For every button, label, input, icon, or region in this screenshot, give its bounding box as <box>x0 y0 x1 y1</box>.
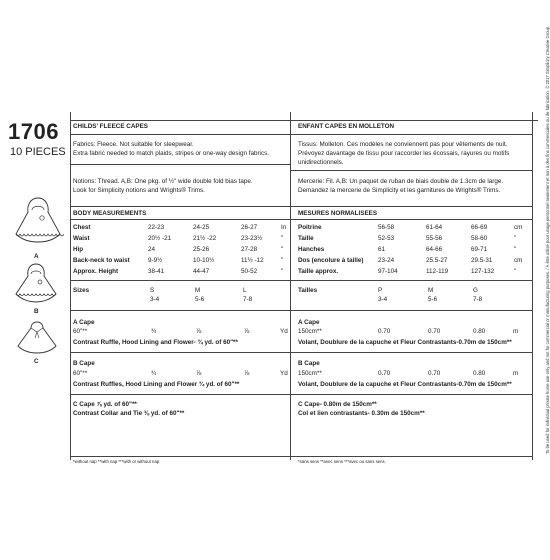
fr-rule-9 <box>290 456 532 457</box>
en-body-row-unit: " <box>281 246 284 253</box>
fr-b-yardage-1: 0.70 <box>378 370 391 377</box>
fr-a-fabric-width: 150cm** <box>298 328 322 335</box>
en-size-number-2: 5-6 <box>195 296 205 303</box>
pattern-number: 1706 <box>8 119 59 144</box>
en-body-row-value: 24 <box>148 246 156 253</box>
en-body-row-value: 26-27 <box>241 224 258 231</box>
en-body-row-value: 24-25 <box>193 224 210 231</box>
fr-rule-4 <box>290 219 532 220</box>
en-a-yardage-3: ⅞ <box>244 328 250 335</box>
en-body-row-value: 23-23½ <box>241 235 263 242</box>
fr-body-row-value: 25.5-27 <box>426 257 448 264</box>
en-rule-1 <box>70 134 290 135</box>
en-a-cape-heading: A Cape <box>73 319 95 326</box>
fr-size-number-3: 7-8 <box>473 296 483 303</box>
en-body-row-label: Approx. Height <box>73 268 119 275</box>
en-size-number-1: 3-4 <box>150 296 160 303</box>
fr-body-row-value: 64-66 <box>426 246 443 253</box>
en-body-row-unit: " <box>281 268 284 275</box>
right-divider <box>532 112 533 460</box>
fr-a-yardage-1: 0.70 <box>378 328 391 335</box>
en-body-row-unit: " <box>281 257 284 264</box>
fr-size-number-1: 3-4 <box>378 296 388 303</box>
fr-body-row-value: 58-60 <box>471 235 488 242</box>
en-b-unit: Yd <box>280 370 288 377</box>
en-notions-line-2: Look for Simplicity notions and Wrights® Trims. <box>73 187 205 194</box>
en-fabrics-line-1: Fabrics: Fleece. Not suitable for sleepwear. <box>73 141 194 148</box>
fr-body-row-label: Poitrine <box>298 224 322 231</box>
fr-body-row-unit: cm <box>514 224 523 231</box>
en-b-fabric-width: 60"** <box>73 370 88 377</box>
en-body-row-value: 21½ -22 <box>193 235 217 242</box>
view-b-drawing <box>10 262 62 310</box>
fr-c-cape: C Cape- 0.80m de 150cm** <box>298 401 377 408</box>
en-notions-line-1: Notions: Thread. A,B: One pkg. of ½" wide double fold bias tape. <box>73 178 253 185</box>
fr-body-row-value: 55-56 <box>426 235 443 242</box>
en-body-row-value: 9-9½ <box>148 257 163 264</box>
en-c-contrast: Contrast Collar and Tie ⅜ yd. of 60"** <box>73 410 185 417</box>
en-body-row-unit: " <box>281 235 284 242</box>
en-rule-8 <box>70 394 290 395</box>
side-note <box>538 26 550 454</box>
fr-size-letter-2: M <box>428 287 434 294</box>
fr-body-row-value: 23-24 <box>378 257 395 264</box>
fr-fabrics-line-2: Prévoyez davantage de tissu pour raccorder les écossais, rayures ou motifs <box>298 150 510 157</box>
fr-b-unit: m <box>513 370 519 377</box>
en-body-row-label: Hip <box>73 246 84 253</box>
fr-size-letter-1: P <box>378 287 383 294</box>
en-rule-4 <box>70 219 290 220</box>
view-c-drawing <box>12 318 62 358</box>
en-size-number-3: 7-8 <box>243 296 253 303</box>
fr-a-yardage-2: 0.70 <box>428 328 441 335</box>
en-a-fabric-width: 60"** <box>73 328 88 335</box>
fr-rule-5 <box>290 280 532 281</box>
fr-b-fabric-width: 150cm** <box>298 370 322 377</box>
en-b-yardage-2: ⅞ <box>196 370 202 377</box>
fr-a-cape-heading: A Cape <box>298 319 320 326</box>
fr-body-row-label: Taille approx. <box>298 268 339 275</box>
side-note-text: To be used for individual private home use only and not for commercial or manufacturing purposes. / À être utilisé pour usage personnel seulement et non à des fins commerciales ou de fabrication. © 2017 Simplicity Creative Group <box>545 26 550 454</box>
en-sizes-label: Sizes <box>73 287 90 294</box>
en-body-row-label: Chest <box>73 224 91 231</box>
en-title: CHILDS' FLEECE CAPES <box>73 123 148 130</box>
en-a-unit: Yd <box>280 328 288 335</box>
en-b-cape-heading: B Cape <box>73 360 95 367</box>
fr-title: ENFANT CAPES EN MOLLETON <box>298 123 395 130</box>
en-body-row-label: Back-neck to waist <box>73 257 130 264</box>
fr-rule-8 <box>290 394 532 395</box>
fr-body-row-unit: " <box>514 268 517 275</box>
pattern-pieces: 10 PIECES <box>10 146 66 158</box>
en-fabrics-line-2: Extra fabric needed to match plaids, stripes or one-way design fabrics. <box>73 150 269 157</box>
fr-rule-7 <box>290 352 532 353</box>
fr-body-row-value: 29.5-31 <box>471 257 493 264</box>
en-rule-7 <box>70 352 290 353</box>
en-a-yardage-1: ¾ <box>151 328 157 335</box>
en-rule-2 <box>70 164 290 165</box>
en-body-row-value: 22-23 <box>148 224 165 231</box>
top-rule <box>70 120 538 121</box>
fr-body-row-value: 56-58 <box>378 224 395 231</box>
en-body-row-value: 50-52 <box>241 268 258 275</box>
fr-a-contrast: Volant, Doublure de la capuche et Fleur Contrastants-0.70m de 150cm** <box>298 339 512 346</box>
en-rule-6 <box>70 310 290 311</box>
en-b-yardage-3: ⅞ <box>244 370 250 377</box>
fr-body-row-value: 52-53 <box>378 235 395 242</box>
en-b-yardage-1: ¾ <box>151 370 157 377</box>
fr-c-contrast: Col et lien contrastants- 0.30m de 150cm** <box>298 410 425 417</box>
view-b-label: B <box>34 308 39 315</box>
en-body-row-value: 27-28 <box>241 246 258 253</box>
fr-b-yardage-2: 0.70 <box>428 370 441 377</box>
fr-body-row-value: 66-69 <box>471 224 488 231</box>
en-body-title: BODY MEASUREMENTS <box>73 210 147 217</box>
en-footnote: *without nap **with nap ***with or without nap <box>73 459 160 464</box>
fr-body-row-label: Hanches <box>298 246 325 253</box>
en-body-row-value: 10-10½ <box>193 257 215 264</box>
en-body-row-value: 25-26 <box>193 246 210 253</box>
fr-b-contrast: Volant, Doublure de la capuche et Fleur Contrastants-0.70m de 150cm** <box>298 381 512 388</box>
en-c-cape: C Cape ⅞ yd. of 60"** <box>73 401 137 408</box>
fr-body-row-value: 69-71 <box>471 246 488 253</box>
center-divider <box>290 112 291 460</box>
fr-body-row-label: Dos (encolure à taille) <box>298 257 364 264</box>
en-body-row-value: 38-41 <box>148 268 165 275</box>
fr-body-row-unit: " <box>514 235 517 242</box>
fr-notions-line-2: Demandez la mercerie de Simplicity et les garnitures de Wrights® Trims. <box>298 187 501 194</box>
fr-fabrics-line-1: Tissus: Molleton. Ces modèles ne conviennent pas pour vêtements de nuit. <box>298 141 508 148</box>
fr-rule-2 <box>290 170 532 171</box>
en-b-contrast: Contrast Ruffles, Hood Lining and Flower ¾ yd. of 60"** <box>73 381 240 388</box>
fr-rule-3 <box>290 206 532 207</box>
fr-body-row-unit: " <box>514 246 517 253</box>
fr-sizes-label: Tailles <box>298 287 318 294</box>
en-size-letter-1: S <box>150 287 155 294</box>
fr-fabrics-line-3: unidirectionnels. <box>298 159 344 166</box>
fr-body-row-value: 61 <box>378 246 386 253</box>
en-size-letter-3: L <box>243 287 247 294</box>
fr-b-yardage-3: 0.80 <box>473 370 486 377</box>
view-c-label: C <box>34 358 39 365</box>
fr-body-row-unit: cm <box>514 257 523 264</box>
en-a-contrast: Contrast Ruffle, Hood Lining and Flower- ¾ yd. of 60"** <box>73 339 238 346</box>
en-rule-3 <box>70 206 290 207</box>
en-body-row-value: 44-47 <box>193 268 210 275</box>
view-a-label: A <box>34 253 39 260</box>
fr-rule-6 <box>290 310 532 311</box>
en-rule-9 <box>70 456 290 457</box>
fr-rule-1 <box>290 134 532 135</box>
fr-b-cape-heading: B Cape <box>298 360 320 367</box>
en-body-row-label: Waist <box>73 235 90 242</box>
en-size-letter-2: M <box>195 287 201 294</box>
fr-size-number-2: 5-6 <box>428 296 438 303</box>
fr-body-row-value: 127-132 <box>471 268 495 275</box>
fr-a-unit: m <box>513 328 519 335</box>
fr-notions-line-1: Mercerie: Fil. A,B: Un paquet de ruban de biais double de 1.3cm de large. <box>298 178 504 185</box>
view-a-drawing <box>12 196 64 254</box>
fr-body-row-value: 112-119 <box>426 268 449 275</box>
fr-footnote: *sans sens **avec sens ***avec ou sans sens <box>298 459 385 464</box>
en-rule-5 <box>70 280 290 281</box>
fr-body-row-value: 97-104 <box>378 268 398 275</box>
fr-a-yardage-3: 0.80 <box>473 328 486 335</box>
en-body-row-unit: In <box>281 224 287 231</box>
fr-size-letter-3: G <box>473 287 478 294</box>
fr-body-row-value: 61-64 <box>426 224 443 231</box>
en-body-row-value: 11½ -12 <box>241 257 264 264</box>
en-body-row-value: 20½ -21 <box>148 235 172 242</box>
fr-body-title: MESURES NORMALISEES <box>298 210 378 217</box>
fr-body-row-label: Taille <box>298 235 314 242</box>
en-a-yardage-2: ⅞ <box>196 328 202 335</box>
